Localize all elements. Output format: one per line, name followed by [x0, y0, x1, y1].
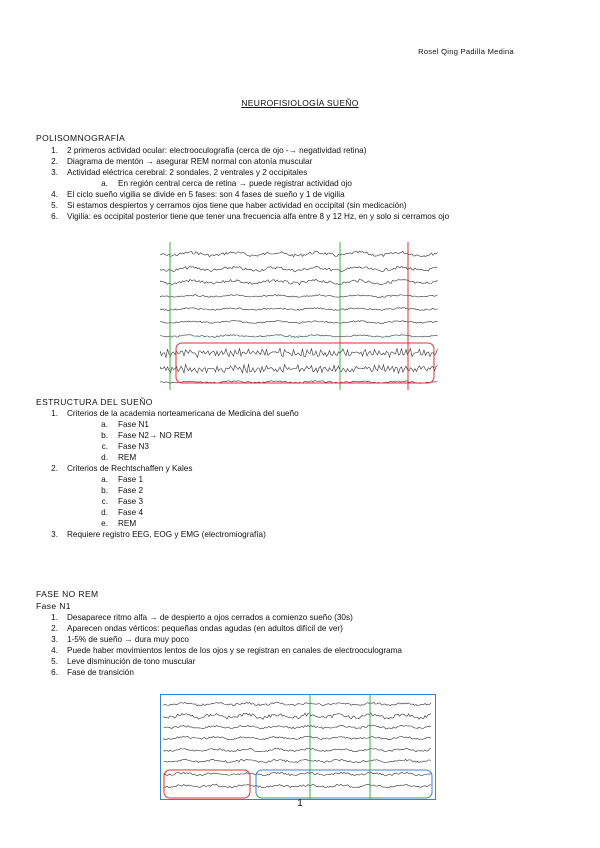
list-item-text: 1-5% de sueño → dura muy poco	[67, 635, 189, 644]
list-item	[36, 518, 299, 529]
list-item	[36, 178, 449, 189]
section-heading-fase-no-rem: FASE NO REM	[36, 589, 99, 599]
list-item-text: Fase N1	[118, 420, 149, 429]
list-item-text: Fase de transición	[67, 668, 134, 677]
list-item	[36, 211, 449, 222]
highlight-box-blue	[256, 770, 432, 798]
list-item-text: Puede haber movimientos lentos de los ojos y se registran en canales de electrooculograma	[67, 646, 402, 655]
list-item-number: 1.	[51, 409, 58, 418]
eeg-trace	[160, 266, 438, 272]
list-item	[36, 408, 299, 419]
eeg-trace	[164, 772, 431, 776]
eeg-trace	[160, 348, 438, 357]
list-item	[36, 189, 449, 200]
list-item	[36, 485, 299, 496]
list-item-text: Criterios de Rechtschaffen y Kales	[67, 464, 193, 473]
page-number: 1	[297, 798, 303, 809]
list-item-text: Fase N3	[118, 442, 149, 451]
list-item-text: REM	[118, 453, 137, 462]
list-item-text: Requiere registro EEG, EOG y EMG (electromiografía)	[67, 530, 266, 539]
list-item-number: c.	[101, 497, 108, 506]
list-item-text: Vigilia: es occipital posterior tiene que tener una frecuencia alfa entre 8 y 12 Hz, en y solo si cerramos ojo	[67, 212, 450, 221]
page-title: NEUROFISIOLOGÍA SUEÑO	[241, 98, 359, 108]
list-item	[36, 441, 299, 452]
eeg-trace	[164, 784, 431, 788]
eeg-trace	[160, 295, 438, 298]
list-item-text: Fase 4	[118, 508, 144, 517]
list-polisomnografia	[36, 145, 449, 222]
eeg-figure-vigilia	[160, 242, 438, 390]
list-item-text: Actividad eléctrica cerebral: 2 sondales, 2 ventrales y 2 occipitales	[67, 168, 308, 177]
list-item-number: 5.	[51, 201, 58, 210]
list-item-number: 3.	[51, 168, 58, 177]
list-item-text: Leve disminución de tono muscular	[67, 657, 196, 666]
list-item-number: b.	[101, 486, 108, 495]
list-item-number: 2.	[51, 157, 58, 166]
list-item-text: Aparecen ondas vérticos: pequeñas ondas agudas (en adultos difícil de ver)	[67, 624, 343, 633]
eeg-trace	[160, 251, 438, 257]
eeg-trace	[164, 713, 431, 720]
list-item	[36, 507, 299, 518]
list-item-text: REM	[118, 519, 137, 528]
list-item	[36, 430, 299, 441]
eeg-trace	[164, 759, 431, 763]
highlight-box-red	[176, 343, 434, 383]
list-item-number: d.	[101, 453, 108, 462]
list-item-text: Fase 3	[118, 497, 144, 506]
list-item	[36, 645, 402, 656]
list-item	[36, 167, 449, 178]
eeg-trace	[160, 279, 438, 285]
list-item-number: 1.	[51, 146, 58, 155]
eeg-trace	[160, 364, 438, 373]
list-item	[36, 474, 299, 485]
list-item-number: 6.	[51, 668, 58, 677]
list-item-text: Si estamos despiertos y cerramos ojos tiene que haber actividad en occipital (sin medicación)	[67, 201, 407, 210]
list-item-number: 5.	[51, 657, 58, 666]
list-item	[36, 496, 299, 507]
eeg-trace	[160, 308, 438, 311]
list-item-text: Fase N2→ NO REM	[118, 431, 193, 440]
list-item-text: Fase 2	[118, 486, 144, 495]
list-item	[36, 529, 299, 540]
list-item-number: 2.	[51, 464, 58, 473]
list-item-text: Diagrama de mentón → asegurar REM normal con atonía muscular	[67, 157, 313, 166]
eeg-trace	[160, 335, 438, 338]
list-item	[36, 634, 402, 645]
figure-border-blue	[161, 695, 436, 800]
eeg-trace	[164, 736, 431, 740]
section-heading-estructura: ESTRUCTURA DEL SUEÑO	[36, 397, 153, 407]
list-item-number: 3.	[51, 635, 58, 644]
list-item-number: a.	[101, 475, 108, 484]
list-item	[36, 623, 402, 634]
list-item-text: Fase 1	[118, 475, 144, 484]
eeg-trace	[164, 725, 431, 729]
list-item-number: a.	[101, 179, 108, 188]
list-item-number: e.	[101, 519, 108, 528]
list-item	[36, 419, 299, 430]
section-heading-polisomnografia: POLISOMNOGRAFÍA	[36, 133, 126, 143]
list-item	[36, 145, 449, 156]
eeg-trace	[164, 748, 431, 752]
list-item-number: 6.	[51, 212, 58, 221]
list-item-number: d.	[101, 508, 108, 517]
list-item	[36, 656, 402, 667]
list-item-text: En región central cerca de retina → puede registrar actividad ojo	[118, 179, 352, 188]
list-item-text: Criterios de la academia norteamericana de Medicina del sueño	[67, 409, 299, 418]
list-item-text: Desaparece ritmo alfa → de despierto a ojos cerrados a comienzo sueño (30s)	[67, 613, 353, 622]
list-item	[36, 200, 449, 211]
list-item-number: 1.	[51, 613, 58, 622]
eeg-trace	[160, 321, 438, 324]
list-item-number: a.	[101, 420, 108, 429]
list-item	[36, 452, 299, 463]
eeg-trace	[164, 702, 431, 706]
list-item-text: 2 primeros actividad ocular: electrooculografia (cerca de ojo -→ negatividad retina)	[67, 146, 367, 155]
list-item	[36, 463, 299, 474]
list-item-number: 2.	[51, 624, 58, 633]
list-fase-n1	[36, 612, 402, 678]
author-name: Rosel Qing Padilla Medina	[418, 47, 514, 56]
list-item-number: 4.	[51, 190, 58, 199]
list-item-text: El ciclo sueño vigilia se divide en 5 fases: son 4 fases de sueño y 1 de vigilia	[67, 190, 345, 199]
list-estructura	[36, 408, 299, 540]
list-item-number: 3.	[51, 530, 58, 539]
list-item	[36, 667, 402, 678]
subheading-fase-n1: Fase N1	[36, 601, 71, 611]
list-item-number: b.	[101, 431, 108, 440]
list-item-number: c.	[101, 442, 108, 451]
eeg-figure-fase-n1	[160, 694, 436, 800]
list-item-number: 4.	[51, 646, 58, 655]
list-item	[36, 156, 449, 167]
list-item	[36, 612, 402, 623]
